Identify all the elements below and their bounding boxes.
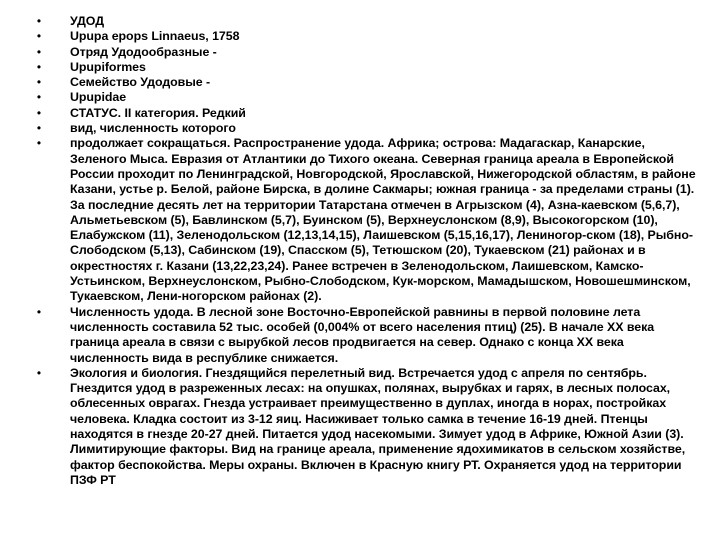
bullet-icon: • bbox=[36, 105, 42, 120]
list-item-text: Экология и биология. Гнездящийся перелетный вид. Встречается удод с апреля по сентябрь. Гнездится удод в разреженных лесах: на опушках, полянах, вырубках и гарях, в лесных полосах, облесенных оврагах. Гнезда устраивает преимущественно в дуплах, иногда в норах, постройках человека. Кладка состоит из 3-12 яиц. Насиживает только самка в течение 16-19 дней. Птенцы находятся в гнезде 20-27 дней. Питается удод насекомыми. Зимует удод в Африке, Южной Азии (3). Лимитирующие факторы. Вид на границе ареала, применение ядохимикатов в сельском хозяйстве, фактор беспокойства. Меры охраны. Включен в Красную книгу РТ. Охраняется удод на территории ПЗФ РТ bbox=[70, 365, 686, 487]
list-item-status bbox=[0, 106, 700, 121]
list-item-distribution bbox=[0, 136, 700, 304]
bullet-icon: • bbox=[36, 90, 42, 105]
list-item-text: Upupiformes bbox=[70, 59, 146, 74]
list-item-family bbox=[0, 75, 700, 90]
bullet-icon: • bbox=[36, 59, 42, 74]
bullet-icon: • bbox=[36, 136, 42, 151]
list-item-ecology bbox=[0, 366, 700, 488]
list-item-text: Отряд Удодообразные - bbox=[70, 44, 217, 59]
list-item-text: Семейство Удодовые - bbox=[70, 75, 211, 90]
bullet-icon: • bbox=[36, 44, 42, 59]
list-item-text: Численность удода. В лесной зоне Восточно-Европейской равнины в первой половине лета численность составила 52 тыс. особей (0,004% от всего населения птиц) (25). В начале XX века граница ареала в связи с вырубкой лесов продвигается на север. Однако с конца XX века численность вида в республике снижается. bbox=[70, 304, 655, 365]
bullet-list bbox=[0, 14, 700, 488]
list-item-text: продолжает сокращаться. Распространение удода. Африка; острова: Мадагаскар, Канарские, Зеленого Мыса. Евразия от Атлантики до Тихого океана. Северная граница ареала в Европейской России проходит по Ленинградской, Новгородской, Ярославской, Нижегородской областям, в районе Казани, устье р. Белой, районе Бирска, в долине Сакмары; южная граница - за пределами страны (1). За последние десять лет на территории Татарстана отмечен в Агрызском (4), Азна-каевском (5,6,7), Альметьевском (5), Бавлинском (5,7), Буинском (5), Верхнеуслонском (8,9), Высокогорском (10), Елабужском (11), Зеленодольском (12,13,14,15), Лаишевском (5,15,16,17), Лениногор-ском (18), Рыбно-Слободском (5,13), Сабинском (19), Спасском (5), Тетюшском (20), Тукаевском (21) районах и в окрестностях г. Казани (13,22,23,24). Ранее встречен в Зеленодольском, Лаишевском, Камско-Устьинском, Верхнеуслонском, Рыбно-Слободском, Кук-морском, Мамадышском, Новошешминском, Тукаевском, Лени-ногорском районах (2). bbox=[70, 136, 696, 304]
list-item-latin-name bbox=[0, 29, 700, 44]
bullet-icon: • bbox=[36, 304, 42, 319]
list-item-title bbox=[0, 14, 700, 29]
bullet-icon: • bbox=[36, 121, 42, 136]
list-item-population bbox=[0, 305, 700, 366]
list-item-text: Upupidae bbox=[70, 90, 127, 105]
list-item-text: вид, численность которого bbox=[70, 121, 236, 136]
list-item-family-latin bbox=[0, 90, 700, 105]
list-item-order-latin bbox=[0, 60, 700, 75]
bullet-icon: • bbox=[36, 365, 42, 380]
list-item-text: Upupa epops Linnaeus, 1758 bbox=[70, 29, 240, 44]
list-item-text: СТАТУС. II категория. Редкий bbox=[70, 105, 246, 120]
list-item-order bbox=[0, 45, 700, 60]
bullet-icon: • bbox=[36, 75, 42, 90]
list-item-status-cont bbox=[0, 121, 700, 136]
bullet-icon: • bbox=[36, 14, 42, 28]
bullet-icon: • bbox=[36, 29, 42, 44]
list-item-text: УДОД bbox=[70, 14, 105, 28]
